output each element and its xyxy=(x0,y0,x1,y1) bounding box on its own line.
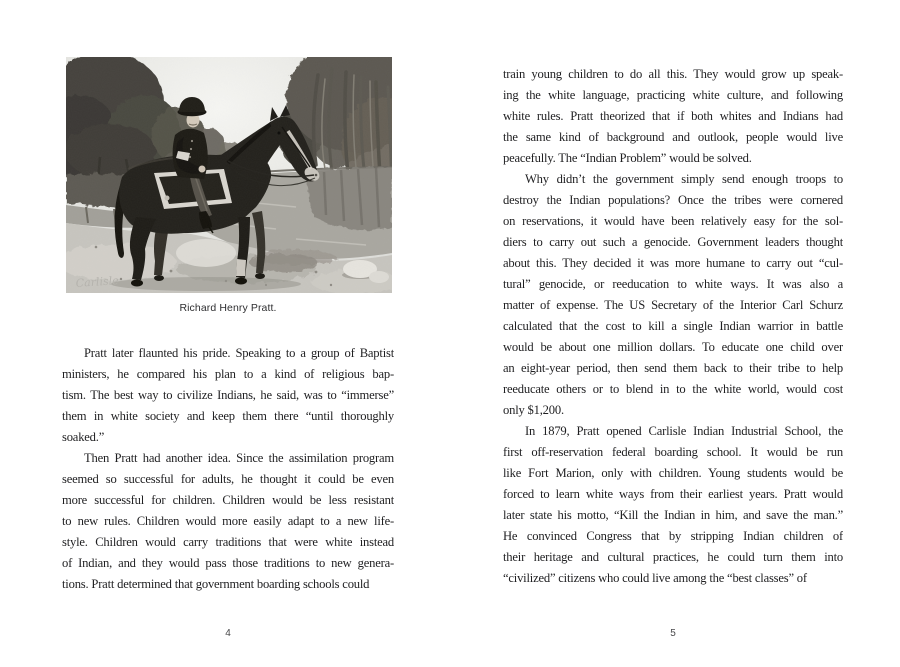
text-line: diers to carry out such a genocide. Government leaders thought xyxy=(503,235,843,249)
text-line: peacefully. The “Indian Problem” would be solved. xyxy=(503,151,752,165)
text-line: only $1,200. xyxy=(503,403,564,417)
text-line: on reservations, it would have been relatively easy for the sol- xyxy=(503,214,843,228)
text-line: seemed so successful for adults, he thought it could be even xyxy=(62,472,394,486)
text-line: tions. Pratt determined that government boarding schools could xyxy=(62,577,370,591)
text-line: them in white society and keep them there “until thoroughly xyxy=(62,409,394,423)
text-line: style. Children would carry traditions that were white instead xyxy=(62,535,394,549)
pratt-horseback-photo-art xyxy=(66,57,392,293)
text-line: white rules. Pratt theorized that if both whites and Indians had xyxy=(503,109,843,123)
text-line: In 1879, Pratt opened Carlisle Indian Industrial School, the xyxy=(525,424,843,438)
text-line: tism. The best way to civilize Indians, he said, was to “immerse” xyxy=(62,388,394,402)
text-line: Why didn’t the government simply send enough troops to xyxy=(525,172,843,186)
text-line: calculated that the cost to kill a single Indian warrior in battle xyxy=(503,319,843,333)
text-line: would be about one million dollars. To educate one child over xyxy=(503,340,843,354)
text-line: their heritage and cultural practices, he could turn them into xyxy=(503,550,843,564)
text-line: forced to learn white ways from their earliest years. Pratt would xyxy=(503,487,843,501)
text-line: soaked.” xyxy=(62,430,105,444)
page-right xyxy=(503,0,843,667)
text-line: later state his motto, “Kill the Indian in him, and save the man.” xyxy=(503,508,843,522)
text-line: like Fort Marion, only with children. Young students would be xyxy=(503,466,843,480)
text-line: “civilized” citizens who could live among the “best classes” of xyxy=(503,571,807,585)
text-line: about this. They decided it was more humane to carry out “cul- xyxy=(503,256,843,270)
text-line: train young children to do all this. They would grow up speak- xyxy=(503,67,843,81)
text-line: of Indian, and they would pass those traditions to new genera- xyxy=(62,556,394,570)
text-line: tural” genocide, or reeducation to white ways. It was also a xyxy=(503,277,843,291)
paragraph xyxy=(503,421,843,589)
page-number-left: 4 xyxy=(225,628,231,639)
text-line: matter of expense. The US Secretary of the Interior Carl Schurz xyxy=(503,298,843,312)
paragraph xyxy=(503,64,843,169)
text-line: ing the white language, practicing white culture, and following xyxy=(503,88,843,102)
right-body-text xyxy=(503,64,843,589)
paragraph xyxy=(62,343,394,448)
text-line: to new rules. Children would more easily adapt to a new life- xyxy=(62,514,394,528)
text-line: the same kind of background and outlook, people would live xyxy=(503,130,843,144)
text-line: first off-reservation federal boarding school. It would be run xyxy=(503,445,843,459)
page-number-right: 5 xyxy=(670,628,676,639)
text-line: ministers, he compared his plan to a kind of religious bap- xyxy=(62,367,394,381)
text-line: destroy the Indian populations? Once the tribes were cornered xyxy=(503,193,843,207)
text-line: an eight-year period, then send them back to their tribe to help xyxy=(503,361,843,375)
page-left xyxy=(62,0,394,667)
photo-caption: Richard Henry Pratt. xyxy=(179,302,277,314)
paragraph xyxy=(503,169,843,421)
text-line: reeducate others or to blend in to the white world, would cost xyxy=(503,382,843,396)
text-line: He convinced Congress that by stripping Indian children of xyxy=(503,529,843,543)
photo-grain xyxy=(66,57,392,293)
pratt-horseback-photo xyxy=(66,57,392,293)
text-line: more successful for children. Children would be less resistant xyxy=(62,493,394,507)
text-line: Pratt later flaunted his pride. Speaking to a group of Baptist xyxy=(84,346,394,360)
text-line: Then Pratt had another idea. Since the assimilation program xyxy=(84,451,394,465)
paragraph xyxy=(62,448,394,595)
left-body-text xyxy=(62,343,394,595)
